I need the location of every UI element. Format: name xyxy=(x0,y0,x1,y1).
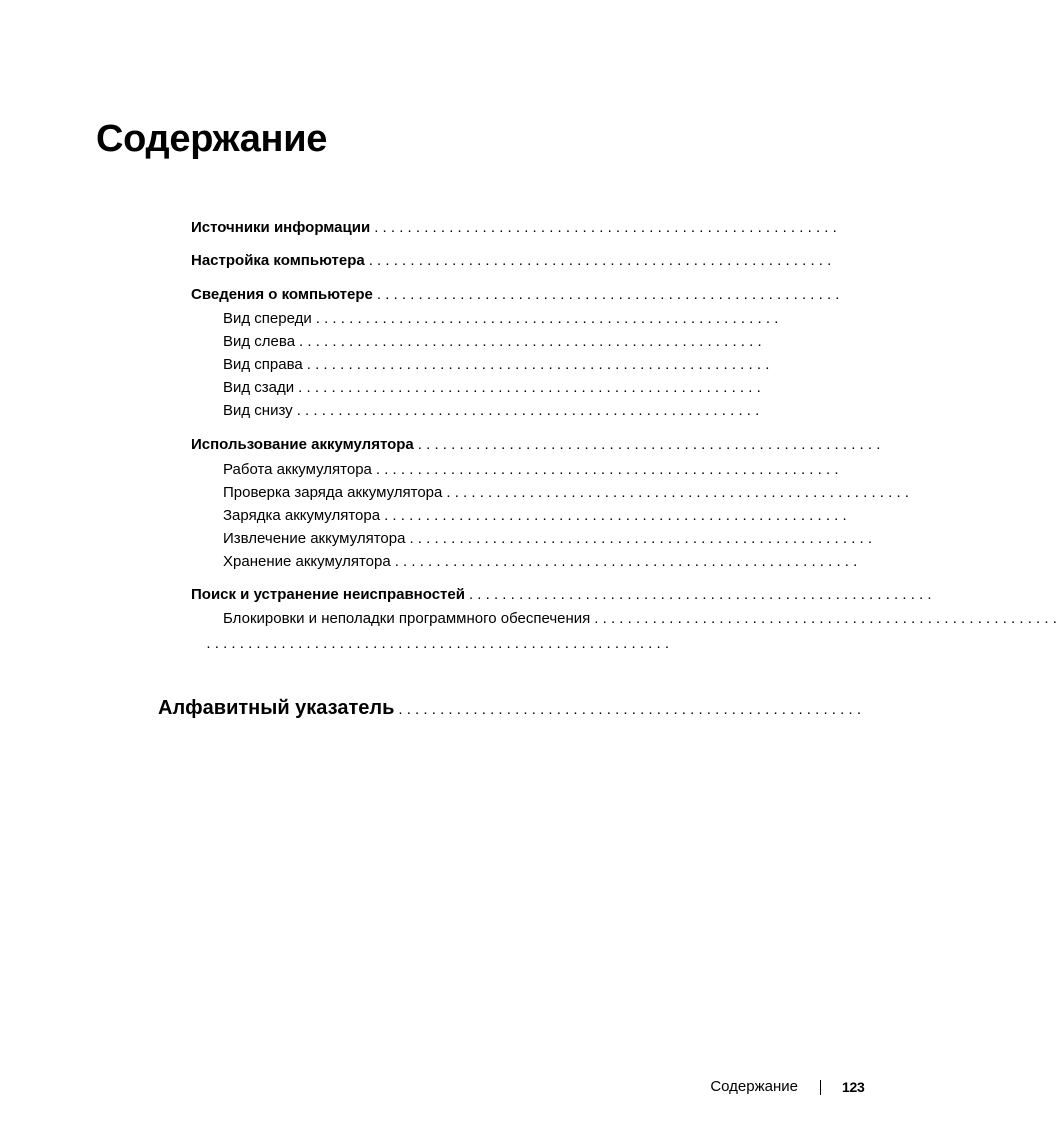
dot-leader: . . . . . . . . . . . . . . . . . . . . . . . . . . . . . . . . . . . . . . . . . . . . . . . . . . . . . . . . xyxy=(306,356,770,373)
toc-entry[interactable] xyxy=(223,401,760,421)
toc-entry-label: Вид спереди xyxy=(223,310,312,327)
toc-entry[interactable] xyxy=(191,585,932,605)
dot-leader: . . . . . . . . . . . . . . . . . . . . . . . . . . . . . . . . . . . . . . . . . . . . . . . . . . . . . . . . xyxy=(298,379,761,396)
toc-entry[interactable] xyxy=(223,552,858,572)
toc-entry-label: Вид снизу xyxy=(223,402,293,419)
toc-entry[interactable] xyxy=(223,529,873,549)
page-number: 123 xyxy=(842,1079,865,1095)
toc-entry[interactable] xyxy=(223,609,1057,629)
toc-entry-label: Сведения о компьютере xyxy=(191,286,373,303)
toc-entry[interactable] xyxy=(223,506,847,526)
toc-entry[interactable] xyxy=(223,483,909,503)
toc-entry-label: Зарядка аккумулятора xyxy=(223,507,381,524)
page-title: Содержание xyxy=(96,118,328,160)
toc-entry-label: Использование аккумулятора xyxy=(191,436,414,453)
dot-leader: . . . . . . . . . . . . . . . . . . . . . . . . . . . . . . . . . . . . . . . . . . . . . . . . . . . . . . . . xyxy=(315,310,779,327)
toc-entry-label: Источники информации xyxy=(191,219,371,236)
dot-leader: . . . . . . . . . . . . . . . . . . . . . . . . . . . . . . . . . . . . . . . . . . . . . . . . . . . . . . . . xyxy=(468,586,932,603)
toc-entry[interactable] xyxy=(223,309,779,329)
toc-entry-label: Хранение аккумулятора xyxy=(223,553,391,570)
dot-leader: . . . . . . . . . . . . . . . . . . . . . . . . . . . . . . . . . . . . . . . . . . . . . . . . . . . . . . . . xyxy=(384,507,847,524)
dot-leader: . . . . . . . . . . . . . . . . . . . . . . . . . . . . . . . . . . . . . . . . . . . . . . . . . . . . . . . . xyxy=(296,402,760,419)
dot-leader: . . . . . . . . . . . . . . . . . . . . . . . . . . . . . . . . . . . . . . . . . . . . . . . . . . . . . . . . xyxy=(417,436,881,453)
toc-entry-label: Алфавитный указатель xyxy=(158,697,395,719)
dot-leader: . . . . . . . . . . . . . . . . . . . . . . . . . . . . . . . . . . . . . . . . . . . . . . . . . . . . . . . . xyxy=(376,286,840,303)
dot-leader: . . . . . . . . . . . . . . . . . . . . . . . . . . . . . . . . . . . . . . . . . . . . . . . . . . . . . . . . xyxy=(299,333,762,350)
page-footer xyxy=(0,1076,954,1098)
toc-entry-label: Настройка компьютера xyxy=(191,252,365,269)
dot-leader: . . . . . . . . . . . . . . . . . . . . . . . . . . . . . . . . . . . . . . . . . . . . . . . . . . . . . . . . xyxy=(375,461,839,478)
toc-entry-label: Поиск и устранение неисправностей xyxy=(191,586,465,603)
toc-entry-label: Проверка заряда аккумулятора xyxy=(223,484,443,501)
footer-divider xyxy=(820,1080,821,1095)
toc-entry-label: Вид справа xyxy=(223,356,303,373)
toc-entry[interactable] xyxy=(191,435,881,455)
footer-section-title: Содержание xyxy=(710,1078,798,1095)
toc-entry-label: Блокировки и неполадки программного обеспечения xyxy=(223,610,591,627)
toc-entry-index[interactable] xyxy=(158,695,861,723)
dot-leader: . . . . . . . . . . . . . . . . . . . . . . . . . . . . . . . . . . . . . . . . . . . . . . . . . . . . . . . . xyxy=(368,252,832,269)
toc-entry[interactable] xyxy=(191,285,840,305)
toc-entry[interactable] xyxy=(223,460,839,480)
toc-entry[interactable] xyxy=(191,218,837,238)
toc-entry-label: Вид слева xyxy=(223,333,296,350)
dot-leader: . . . . . . . . . . . . . . . . . . . . . . . . . . . . . . . . . . . . . . . . . . . . . . . . . . . . . . . . xyxy=(374,219,837,236)
dot-leader: . . . . . . . . . . . . . . . . . . . . . . . . . . . . . . . . . . . . . . . . . . . . . . . . . . . . . . . . xyxy=(394,553,858,570)
toc-entry[interactable] xyxy=(223,332,762,352)
toc-entry[interactable] xyxy=(223,355,770,375)
dot-leader: . . . . . . . . . . . . . . . . . . . . . . . . . . . . . . . . . . . . . . . . . . . . . . . . . . . . . . . . xyxy=(409,530,873,547)
toc-entry-label: Извлечение аккумулятора xyxy=(223,530,406,547)
dot-leader: . . . . . . . . . . . . . . . . . . . . . . . . . . . . . . . . . . . . . . . . . . . . . . . . . . . . . . . . xyxy=(446,484,909,501)
toc-entry[interactable] xyxy=(191,251,832,271)
toc-entry-label: Работа аккумулятора xyxy=(223,461,372,478)
dot-leader-continuation: . . . . . . . . . . . . . . . . . . . . . . . . . . . . . . . . . . . . . . . . . . . . . . . . . . . . . . . . xyxy=(206,635,669,652)
dot-leader: . . . . . . . . . . . . . . . . . . . . . . . . . . . . . . . . . . . . . . . . . . . . . . . . . . . . . . . . xyxy=(398,701,861,718)
toc-entry-label: Вид сзади xyxy=(223,379,295,396)
toc-entry[interactable] xyxy=(223,378,761,398)
dot-leader: . . . . . . . . . . . . . . . . . . . . . . . . . . . . . . . . . . . . . . . . . . . . . . . . . . . . . . . . xyxy=(594,610,1057,627)
